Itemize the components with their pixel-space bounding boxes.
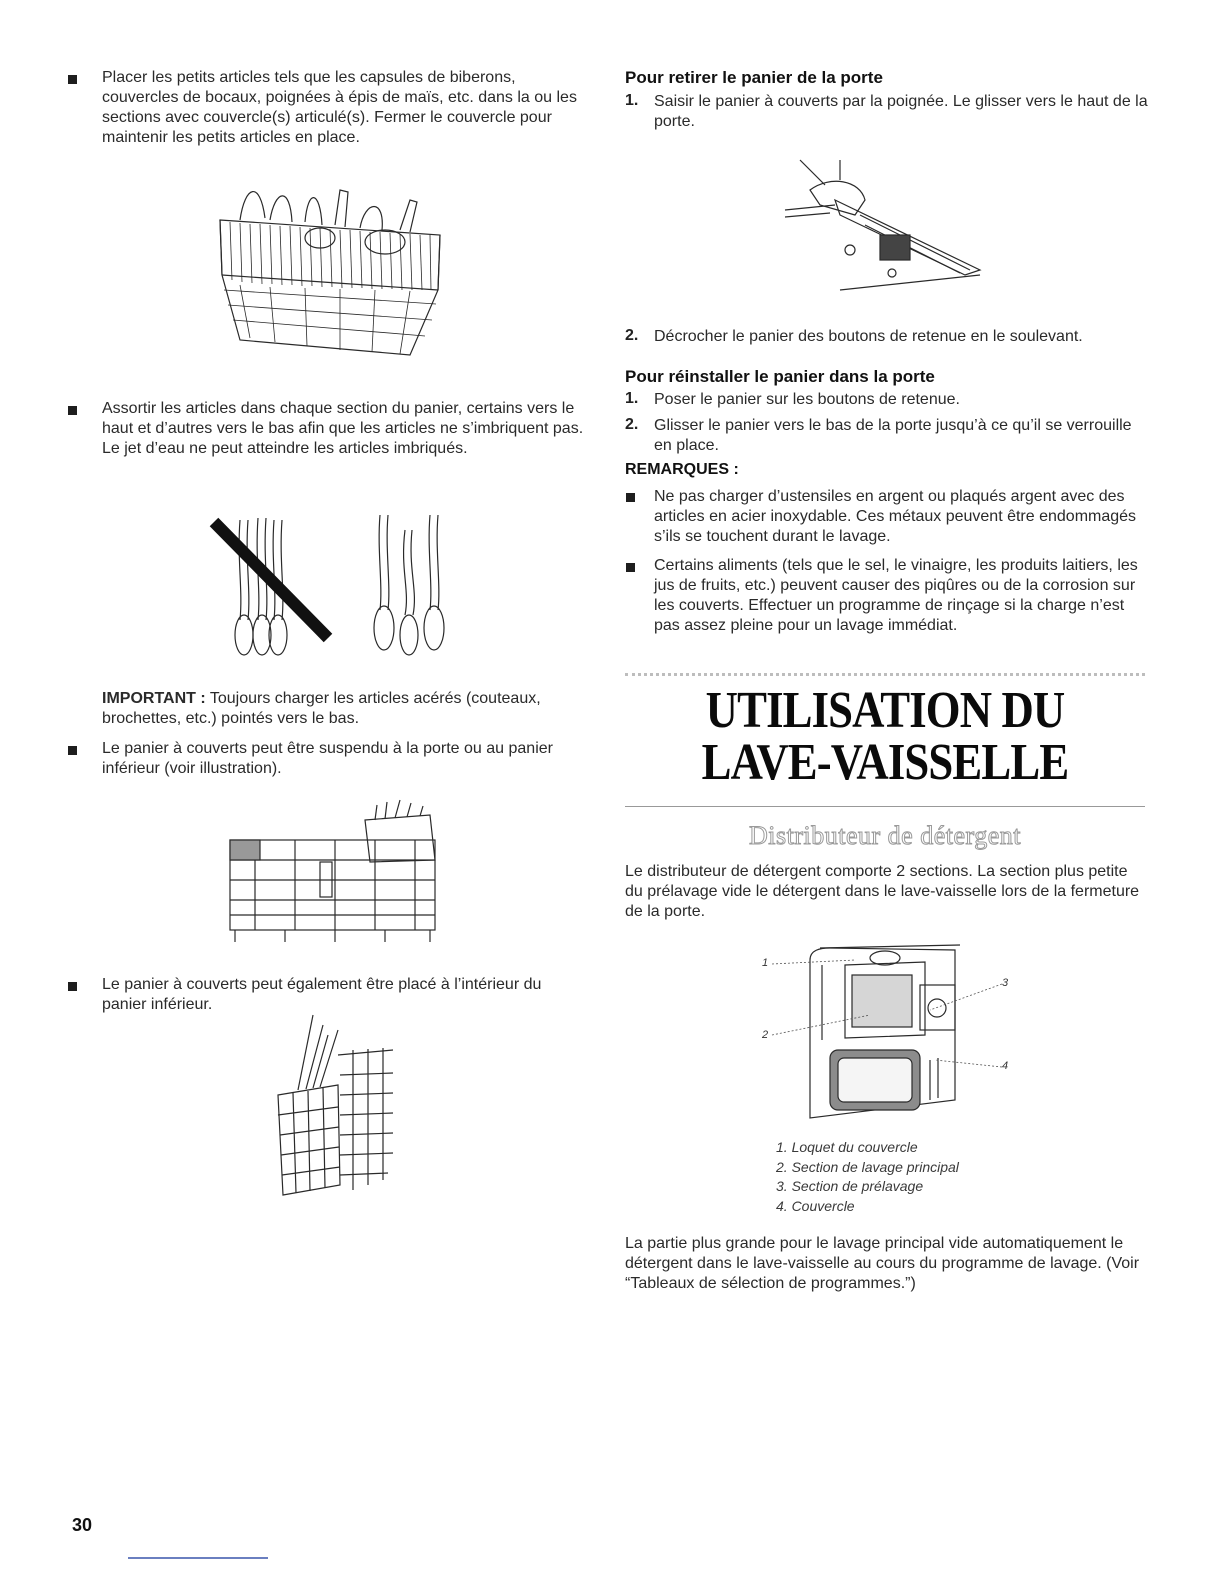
legend-item-2: 2. Section de lavage principal: [776, 1159, 959, 1175]
detergent-dispenser-illustration: [760, 940, 1020, 1120]
remove-step-1: Saisir le panier à couverts par la poignée. Le glisser vers le haut de la porte.: [654, 93, 1148, 130]
bullet-marker: [626, 563, 635, 572]
legend-item-1: 1. Loquet du couvercle: [776, 1139, 918, 1155]
legend-item-3: 3. Section de prélavage: [776, 1178, 924, 1194]
cutlery-basket-illustration: [210, 180, 455, 360]
bullet-marker: [68, 75, 77, 84]
page-number: 30: [72, 1515, 93, 1535]
reinstall-basket-heading: Pour réinstaller le panier dans la porte: [625, 367, 935, 386]
reinstall-step-2: Glisser le panier vers le bas de la porte jusqu’à ce qu’il se verrouille en place.: [654, 417, 1132, 454]
section-divider: [625, 673, 1145, 676]
bullet-text-sort-items: Assortir les articles dans chaque section du panier, certains vers le haut et d’autres vers le bas afin que les articles ne s’imbriquent pas. Le jet d’eau ne peut atteindre les articles imbriqués.: [102, 400, 584, 457]
callout-3: 3: [1002, 977, 1009, 989]
bullet-marker: [626, 493, 635, 502]
important-note: [102, 689, 588, 729]
legend-item-4: 4. Couvercle: [776, 1198, 855, 1214]
remove-basket-illustration: [780, 155, 990, 295]
dispenser-outro: La partie plus grande pour le lavage principal vide automatiquement le détergent dans le lave-vaisselle au cours du programme de lavage. (Voir “Tableaux de sélection de programmes.”): [625, 1235, 1140, 1292]
section-title-line1: UTILISATION DU: [705, 682, 1065, 739]
remove-step-2: Décrocher le panier des boutons de retenue en le soulevant.: [654, 328, 1083, 345]
note-corrosion: Certains aliments (tels que le sel, le vinaigre, les produits laitiers, les jus de fruits, etc.) peuvent causer des piqûres ou de la corrosion sur les couverts. Effectuer un programme de rinçage si la charge n’est pas assez pleine pour un lavage immédiat.: [654, 557, 1138, 634]
remove-basket-heading: Pour retirer le panier de la porte: [625, 68, 883, 87]
footer-rule: [128, 1557, 268, 1559]
callout-2: 2: [762, 1029, 769, 1041]
bullet-text-small-items: Placer les petits articles tels que les capsules de biberons, couvercles de bocaux, poignées à épis de maïs, etc. dans la ou les sections avec couvercle(s) articulé(s). Fermer le couvercle pour maintenir les petits articles en place.: [102, 69, 577, 146]
callout-1: 1: [762, 957, 769, 969]
step-number: 2.: [625, 327, 639, 344]
callout-4: 4: [1002, 1060, 1009, 1072]
subsection-title: Distributeur de détergent: [749, 821, 1021, 850]
bullet-text-basket-inside: Le panier à couverts peut également être placé à l’intérieur du panier inférieur.: [102, 976, 542, 1013]
important-label: IMPORTANT :: [102, 690, 206, 707]
section-title-line2: LAVE-VAISSELLE: [701, 734, 1069, 791]
important-text: Toujours charger les articles acérés (couteaux, brochettes, etc.) pointés vers le bas.: [102, 690, 541, 727]
step-number: 1.: [625, 92, 639, 109]
bullet-text-basket-hang: Le panier à couverts peut être suspendu à la porte ou au panier inférieur (voir illustration).: [102, 740, 553, 777]
bullet-marker: [68, 982, 77, 991]
bullet-marker: [68, 406, 77, 415]
basket-in-lower-rack-illustration: [268, 1015, 398, 1200]
dispenser-intro: Le distributeur de détergent comporte 2 sections. La section plus petite du prélavage vide le détergent dans le lave-vaisselle lors de la fermeture de la porte.: [625, 863, 1140, 920]
step-number: 2.: [625, 416, 639, 433]
nested-spoons-illustration: [210, 510, 460, 660]
bullet-marker: [68, 746, 77, 755]
subsection-rule: [625, 806, 1145, 807]
step-number: 1.: [625, 390, 639, 407]
reinstall-step-1: Poser le panier sur les boutons de retenue.: [654, 391, 960, 408]
note-silver: Ne pas charger d’ustensiles en argent ou plaqués argent avec des articles en acier inoxydable. Ces métaux peuvent être endommagés s’ils se touchent durant le lavage.: [654, 488, 1137, 545]
basket-on-rack-illustration: [225, 800, 445, 950]
notes-label: REMARQUES :: [625, 461, 739, 478]
